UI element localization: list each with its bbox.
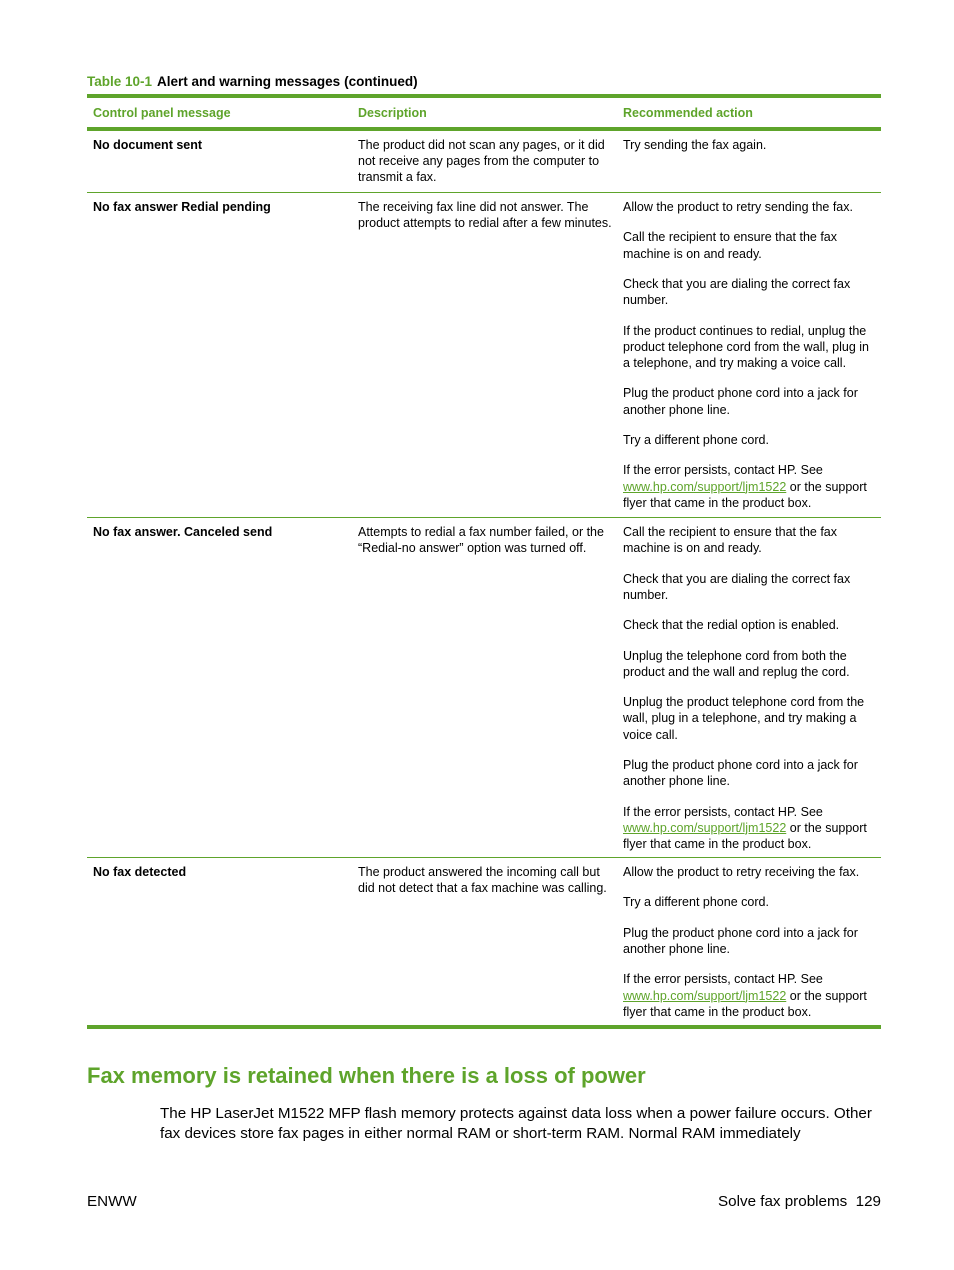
row-message: No document sent — [93, 138, 203, 152]
action-item: Plug the product phone cord into a jack for another phone line. — [623, 386, 858, 417]
support-text: If the error persists, contact HP. See — [623, 972, 823, 987]
table-caption-suffix: (continued) — [344, 74, 418, 89]
support-link[interactable]: www.hp.com/support/ljm1522 — [623, 479, 787, 494]
row-actions — [623, 137, 879, 153]
footer-section-title: Solve fax problems — [718, 1193, 848, 1210]
page-number: 129 — [855, 1193, 881, 1210]
support-action — [623, 804, 879, 853]
action-item: If the product continues to redial, unplug the product telephone cord from the wall, plug in a telephone, and try making a voice call. — [623, 323, 869, 370]
action-item: Plug the product phone cord into a jack for another phone line. — [623, 925, 858, 956]
section-body: The HP LaserJet M1522 MFP flash memory protects against data loss when a power failure occurs. Other fax devices store fax pages in either normal RAM or short-term RAM. Normal RAM immediately — [160, 1105, 872, 1142]
support-action — [623, 462, 879, 511]
support-text-end: or the support flyer that came in the product box. — [623, 820, 867, 851]
action-item: Check that you are dialing the correct fax number. — [623, 571, 851, 602]
column-header-description: Description — [358, 106, 427, 120]
action-item: Unplug the product telephone cord from the wall, plug in a telephone, and try making a voice call. — [623, 695, 865, 742]
action-item: Allow the product to retry receiving the fax. — [623, 865, 860, 879]
row-message: No fax answer Redial pending — [93, 200, 271, 214]
row-description: The product answered the incoming call but did not detect that a fax machine was calling. — [358, 865, 607, 896]
row-divider — [87, 192, 881, 193]
action-item: Unplug the telephone cord from both the product and the wall and replug the cord. — [623, 648, 850, 679]
support-link[interactable]: www.hp.com/support/ljm1522 — [623, 988, 787, 1003]
table-bottom-rule — [87, 1025, 881, 1029]
support-text-end: or the support flyer that came in the product box. — [623, 988, 867, 1019]
action-item: Try a different phone cord. — [623, 895, 769, 910]
row-divider — [87, 857, 881, 858]
support-text-end: or the support flyer that came in the product box. — [623, 479, 867, 510]
table-caption — [87, 74, 418, 89]
action-item: Try sending the fax again. — [623, 138, 767, 152]
action-item: Check that the redial option is enabled. — [623, 618, 840, 633]
row-description: Attempts to redial a fax number failed, or the “Redial-no answer” option was turned off. — [358, 525, 604, 556]
footer-left: ENWW — [87, 1193, 137, 1210]
footer-right — [718, 1193, 881, 1210]
action-item: Call the recipient to ensure that the fax machine is on and ready. — [623, 525, 838, 556]
column-header-action: Recommended action — [623, 106, 753, 120]
column-header-message: Control panel message — [93, 106, 231, 120]
support-text: If the error persists, contact HP. See — [623, 463, 823, 478]
action-item: Allow the product to retry sending the fax. — [623, 200, 853, 214]
action-item: Check that you are dialing the correct fax number. — [623, 276, 851, 308]
section-heading: Fax memory is retained when there is a loss of power — [87, 1063, 646, 1088]
row-description: The receiving fax line did not answer. The product attempts to redial after a few minutes. — [358, 200, 612, 231]
table-top-rule — [87, 94, 881, 98]
row-actions — [623, 199, 879, 511]
row-message: No fax answer. Canceled send — [93, 525, 273, 539]
support-link[interactable]: www.hp.com/support/ljm1522 — [623, 820, 787, 835]
header-bottom-rule — [87, 127, 881, 131]
row-description: The product did not scan any pages, or it did not receive any pages from the computer to transmit a fax. — [358, 138, 605, 185]
support-action — [623, 971, 879, 1020]
row-divider — [87, 517, 881, 518]
row-actions — [623, 864, 879, 1020]
support-text: If the error persists, contact HP. See — [623, 804, 823, 819]
table-number: Table 10-1 — [87, 74, 153, 89]
action-item: Call the recipient to ensure that the fax machine is on and ready. — [623, 230, 838, 261]
row-actions — [623, 524, 879, 852]
row-message: No fax detected — [93, 865, 187, 879]
action-item: Try a different phone cord. — [623, 432, 769, 447]
table-title: Alert and warning messages — [157, 74, 341, 89]
action-item: Plug the product phone cord into a jack for another phone line. — [623, 757, 858, 789]
